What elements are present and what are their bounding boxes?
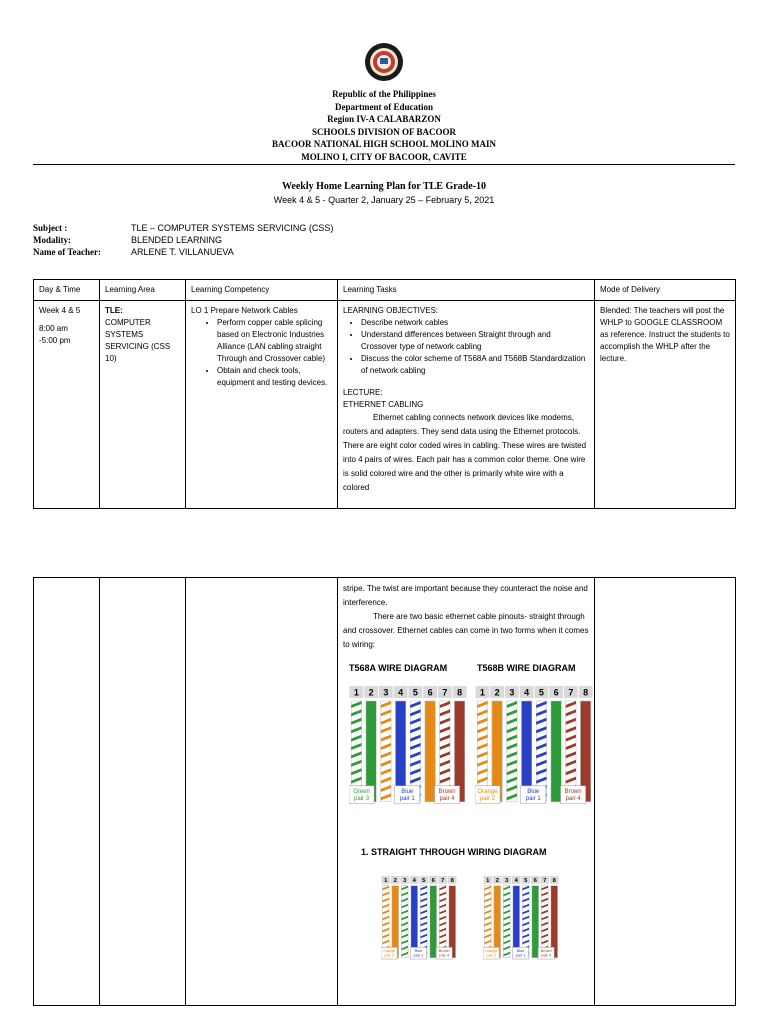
pair-label: pair 2 bbox=[486, 952, 496, 958]
pin-number: 2 bbox=[368, 687, 374, 698]
plan-title: Weekly Home Learning Plan for TLE Grade-10 bbox=[281, 181, 487, 192]
pin-number: 1 bbox=[486, 878, 490, 885]
straight-through-end-a bbox=[381, 876, 457, 976]
solid-wire bbox=[551, 701, 561, 802]
tasks-cell bbox=[338, 301, 595, 509]
objective-item: • Discuss the color scheme of T568A and T568B Standardization of network cabling bbox=[361, 353, 589, 377]
modality-value: BLENDED LEARNING bbox=[131, 235, 223, 245]
straight-through-end-b bbox=[483, 876, 559, 976]
pin-number: 6 bbox=[431, 878, 435, 885]
pair-label: Orange bbox=[382, 947, 396, 953]
pair-label: pair 4 bbox=[541, 952, 552, 958]
subject-label: Subject : bbox=[33, 223, 68, 233]
pin-number: 2 bbox=[393, 878, 397, 885]
pin-number: 7 bbox=[543, 878, 547, 885]
solid-wire bbox=[532, 886, 539, 958]
t568a-wire-diagram bbox=[349, 686, 467, 826]
pin-number: 6 bbox=[553, 687, 559, 698]
solid-wire bbox=[425, 701, 435, 802]
header-region: Region IV-A CALABARZON bbox=[327, 114, 441, 124]
pin-number: 4 bbox=[514, 878, 518, 885]
pin-number: 8 bbox=[457, 687, 463, 698]
pin-number: 4 bbox=[398, 687, 404, 698]
pair-label: pair 4 bbox=[439, 795, 455, 802]
solid-wire bbox=[449, 886, 456, 958]
learning-plan-table bbox=[33, 279, 736, 509]
pair-label: pair 4 bbox=[439, 952, 450, 958]
teacher-label: Name of Teacher: bbox=[33, 247, 101, 257]
col-header-competency: Learning Competency bbox=[186, 280, 338, 301]
tasks-cell-cont bbox=[338, 578, 595, 1006]
pair-label: Blue bbox=[401, 788, 414, 795]
time-end: -5:00 pm bbox=[39, 336, 71, 345]
pin-number: 1 bbox=[479, 687, 485, 698]
pin-number: 3 bbox=[505, 878, 509, 885]
header-department: Department of Education bbox=[335, 101, 433, 112]
pair-label: pair 1 bbox=[525, 795, 541, 802]
learning-area-cell bbox=[100, 301, 186, 509]
pair-label: Green bbox=[353, 788, 370, 795]
pair-label: pair 4 bbox=[565, 795, 581, 802]
learning-plan-table-continued bbox=[33, 577, 736, 1006]
col-header-area: Learning Area bbox=[100, 280, 186, 301]
header-school: BACOOR NATIONAL HIGH SCHOOL MOLINO MAIN bbox=[271, 139, 497, 149]
t568b-title: T568B WIRE DIAGRAM bbox=[477, 663, 576, 673]
lecture-paragraph-cont: stripe. The twist are important because they counteract the noise and interference. bbox=[343, 584, 588, 607]
objectives-title: LEARNING OBJECTIVES: bbox=[343, 306, 439, 315]
col-header-day: Day & Time bbox=[34, 280, 100, 301]
pair-label: pair 1 bbox=[399, 795, 415, 802]
pair-label: pair 1 bbox=[413, 952, 424, 958]
learning-area-cell-cont bbox=[100, 578, 186, 1006]
solid-wire bbox=[551, 886, 558, 958]
subject-value: TLE – COMPUTER SYSTEMS SERVICING (CSS) bbox=[131, 223, 334, 233]
pin-number: 2 bbox=[495, 878, 499, 885]
pin-number: 5 bbox=[524, 878, 528, 885]
competency-title: LO 1 Prepare Network Cables bbox=[191, 306, 298, 315]
pair-label: Orange bbox=[477, 788, 498, 795]
pair-label: pair 1 bbox=[515, 952, 526, 958]
col-header-tasks: Learning Tasks bbox=[338, 280, 595, 301]
pin-number: 3 bbox=[383, 687, 389, 698]
day-time-cell bbox=[34, 301, 100, 509]
solid-wire bbox=[430, 886, 437, 958]
area-title: TLE: bbox=[105, 306, 123, 315]
lecture-label: LECTURE: bbox=[343, 388, 383, 397]
pair-label: Blue bbox=[527, 788, 540, 795]
pin-number: 3 bbox=[403, 878, 407, 885]
pin-number: 6 bbox=[427, 687, 433, 698]
pin-number: 6 bbox=[533, 878, 537, 885]
school-seal bbox=[364, 42, 404, 82]
day-value: Week 4 & 5 bbox=[39, 306, 81, 315]
pin-number: 7 bbox=[568, 687, 574, 698]
t568b-wire-diagram bbox=[475, 686, 593, 826]
competency-cell-cont bbox=[186, 578, 338, 1006]
pin-number: 7 bbox=[441, 878, 445, 885]
delivery-cell bbox=[595, 301, 736, 509]
straight-through-title: 1. STRAIGHT THROUGH WIRING DIAGRAM bbox=[361, 847, 547, 857]
area-body: COMPUTER SYSTEMS SERVICING (CSS 10) bbox=[105, 318, 171, 363]
pair-label: Brown bbox=[438, 788, 456, 795]
competency-item: • Perform copper cable splicing based on Electronic Industries Alliance (LAN cabling straight Through and Crossover cable) bbox=[217, 317, 332, 365]
day-time-cell-cont bbox=[34, 578, 100, 1006]
pin-number: 5 bbox=[412, 687, 418, 698]
pair-label: Blue bbox=[516, 947, 525, 953]
competency-item: • Obtain and check tools, equipment and testing devices. bbox=[217, 365, 332, 389]
pin-number: 1 bbox=[384, 878, 388, 885]
pin-number: 4 bbox=[524, 687, 530, 698]
lecture-topic: ETHERNET CABLING bbox=[343, 400, 424, 409]
pair-label: Brown bbox=[540, 947, 552, 953]
header-republic: Republic of the Philippines bbox=[332, 89, 436, 99]
delivery-cell-cont bbox=[595, 578, 736, 1006]
pair-label: pair 2 bbox=[384, 952, 394, 958]
lecture-paragraph: Ethernet cabling connects network devices like modems, routers and adapters. They send data using the Ethernet protocols. There are eight color coded wires in cabling. These wires are twisted into 4 pairs of wires. Each pair has a common color theme. One wire is solid colored wire and the other is primarily white wire with a colored bbox=[343, 413, 587, 492]
pair-label: Orange bbox=[484, 947, 498, 953]
delivery-text: Blended: The teachers will post the WHLP to GOOGLE CLASSROOM as reference. Instruct the students to accomplish the WHLP after the lecture. bbox=[600, 306, 730, 363]
pin-number: 1 bbox=[353, 687, 359, 698]
pin-number: 2 bbox=[494, 687, 500, 698]
objective-item: • Understand differences between Straight through and Crossover type of network cabling bbox=[361, 329, 589, 353]
objective-item: • Describe network cables bbox=[361, 317, 589, 329]
time-start: 8:00 am bbox=[39, 324, 68, 333]
header-divider bbox=[33, 164, 735, 165]
pair-label: pair 2 bbox=[480, 795, 496, 802]
pin-number: 8 bbox=[450, 878, 454, 885]
pair-label: Brown bbox=[438, 947, 450, 953]
pin-number: 4 bbox=[412, 878, 416, 885]
plan-subtitle: Week 4 & 5 - Quarter 2, January 25 – February 5, 2021 bbox=[273, 195, 495, 205]
pin-number: 7 bbox=[442, 687, 448, 698]
pin-number: 8 bbox=[552, 878, 556, 885]
modality-label: Modality: bbox=[33, 235, 71, 245]
pair-label: Blue bbox=[414, 947, 423, 953]
pair-label: Brown bbox=[564, 788, 582, 795]
header-address: MOLINO I, CITY OF BACOOR, CAVITE bbox=[301, 151, 467, 162]
header-division: SCHOOLS DIVISION OF BACOOR bbox=[312, 126, 456, 137]
competency-cell bbox=[186, 301, 338, 509]
col-header-delivery: Mode of Delivery bbox=[595, 280, 736, 301]
pin-number: 8 bbox=[583, 687, 589, 698]
teacher-value: ARLENE T. VILLANUEVA bbox=[131, 247, 234, 257]
pinout-paragraph: There are two basic ethernet cable pinouts- straight through and crossover. Ethernet cables can come in two forms when it comes to wiring: bbox=[343, 612, 589, 649]
t568a-title: T568A WIRE DIAGRAM bbox=[349, 663, 448, 673]
pin-number: 3 bbox=[509, 687, 515, 698]
pin-number: 5 bbox=[422, 878, 426, 885]
pair-label: pair 3 bbox=[354, 795, 370, 802]
pin-number: 5 bbox=[538, 687, 544, 698]
